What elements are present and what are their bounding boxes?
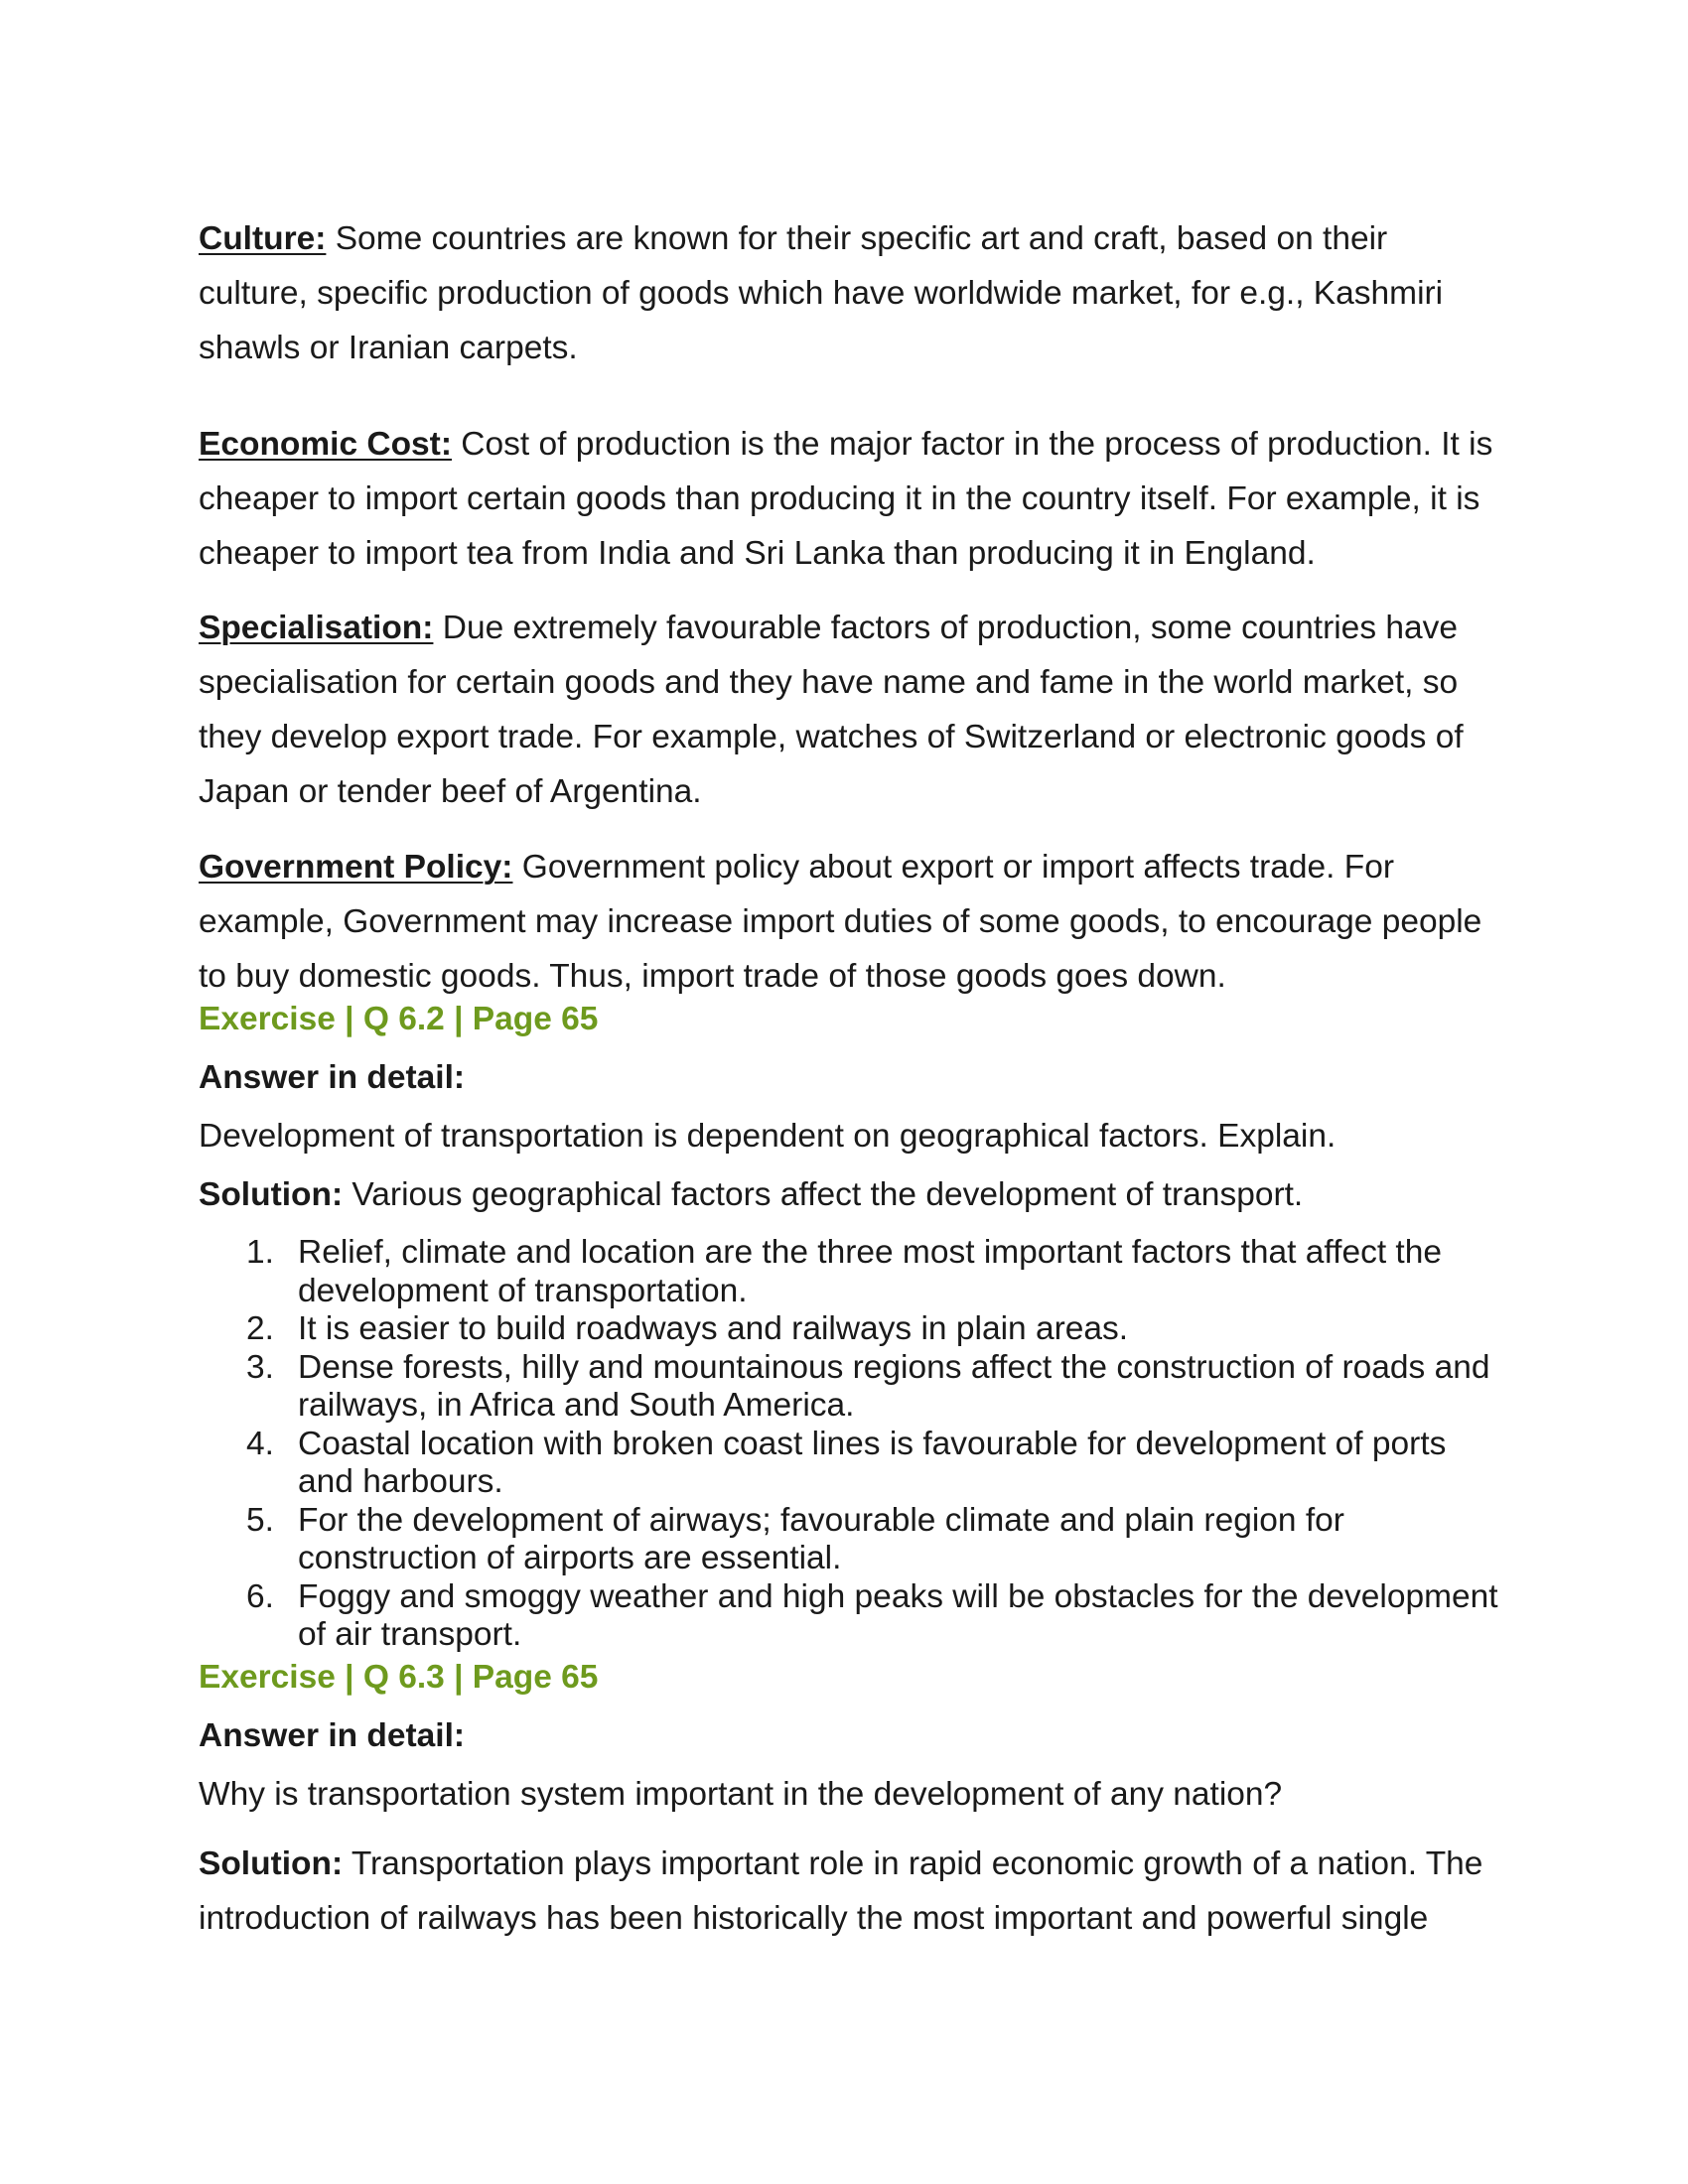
paragraph-economic-cost	[199, 417, 1499, 581]
paragraph-text: Cost of production is the major factor in the process of production. It is cheaper to import certain goods than producing it in the country itself. For example, it is cheaper to import tea from India and Sri Lanka than producing it in England.	[199, 426, 1493, 572]
exercise-6-3-section	[199, 1658, 1499, 1946]
solution-text: Transportation plays important role in rapid economic growth of a nation. The introduction of railways has been historically the most important and powerful single	[199, 1845, 1483, 1937]
solution-paragraph	[199, 1837, 1499, 1946]
exercise-heading: Exercise | Q 6.2 | Page 65	[199, 1001, 599, 1037]
exercise-6-2-section	[199, 1000, 1499, 1655]
solution-text: Various geographical factors affect the development of transport.	[343, 1176, 1304, 1213]
answer-label: Answer in detail:	[199, 1059, 466, 1096]
list-item	[199, 1349, 1499, 1426]
list-number: 1.	[246, 1234, 274, 1271]
solution-label: Solution:	[199, 1845, 344, 1882]
list-item-text: Foggy and smoggy weather and high peaks will be obstacles for the development of air transport.	[298, 1577, 1498, 1653]
points-list	[199, 1234, 1499, 1655]
list-number: 5.	[246, 1501, 274, 1539]
question-text: Why is transportation system important in the development of any nation?	[199, 1776, 1283, 1813]
list-number: 6.	[246, 1577, 274, 1615]
list-item	[199, 1310, 1499, 1349]
list-item-text: For the development of airways; favourable climate and plain region for construction of airports are essential.	[298, 1501, 1344, 1576]
list-item-text: Relief, climate and location are the three most important factors that affect the development of transportation.	[298, 1234, 1443, 1309]
list-item	[199, 1426, 1499, 1502]
solution-label: Solution:	[199, 1176, 344, 1213]
list-number: 3.	[246, 1348, 274, 1386]
term-government-policy: Government Policy:	[199, 849, 513, 886]
list-number: 2.	[246, 1310, 274, 1347]
list-item	[199, 1578, 1499, 1655]
list-number: 4.	[246, 1425, 274, 1462]
list-item	[199, 1502, 1499, 1578]
solution-line	[199, 1175, 1499, 1215]
list-item-text: Dense forests, hilly and mountainous regions affect the construction of roads and railways, in Africa and South America.	[298, 1348, 1490, 1424]
term-specialisation: Specialisation:	[199, 610, 434, 646]
list-item-text: It is easier to build roadways and railways in plain areas.	[298, 1310, 1129, 1347]
paragraph-text: Some countries are known for their specific art and craft, based on their culture, specific production of goods which have worldwide market, for e.g., Kashmiri shawls or Iranian carpets.	[199, 220, 1444, 366]
paragraph-culture	[199, 211, 1499, 375]
list-item	[199, 1234, 1499, 1310]
paragraph-text: Due extremely favourable factors of production, some countries have specialisation for certain goods and they have name and fame in the world market, so they develop export trade. For example, watches of Switzerland or electronic goods of Japan or tender beef of Argentina.	[199, 610, 1464, 810]
question-text: Development of transportation is dependent on geographical factors. Explain.	[199, 1118, 1336, 1155]
list-item-text: Coastal location with broken coast lines is favourable for development of ports and harbours.	[298, 1425, 1447, 1500]
term-culture: Culture:	[199, 220, 327, 257]
paragraph-government-policy	[199, 840, 1499, 1004]
answer-label: Answer in detail:	[199, 1717, 466, 1754]
paragraph-text: Government policy about export or import affects trade. For example, Government may increase import duties of some goods, to encourage people to buy domestic goods. Thus, import trade of those goods goes down.	[199, 849, 1482, 995]
exercise-heading: Exercise | Q 6.3 | Page 65	[199, 1659, 599, 1696]
paragraph-specialisation	[199, 601, 1499, 819]
term-economic-cost: Economic Cost:	[199, 426, 452, 463]
